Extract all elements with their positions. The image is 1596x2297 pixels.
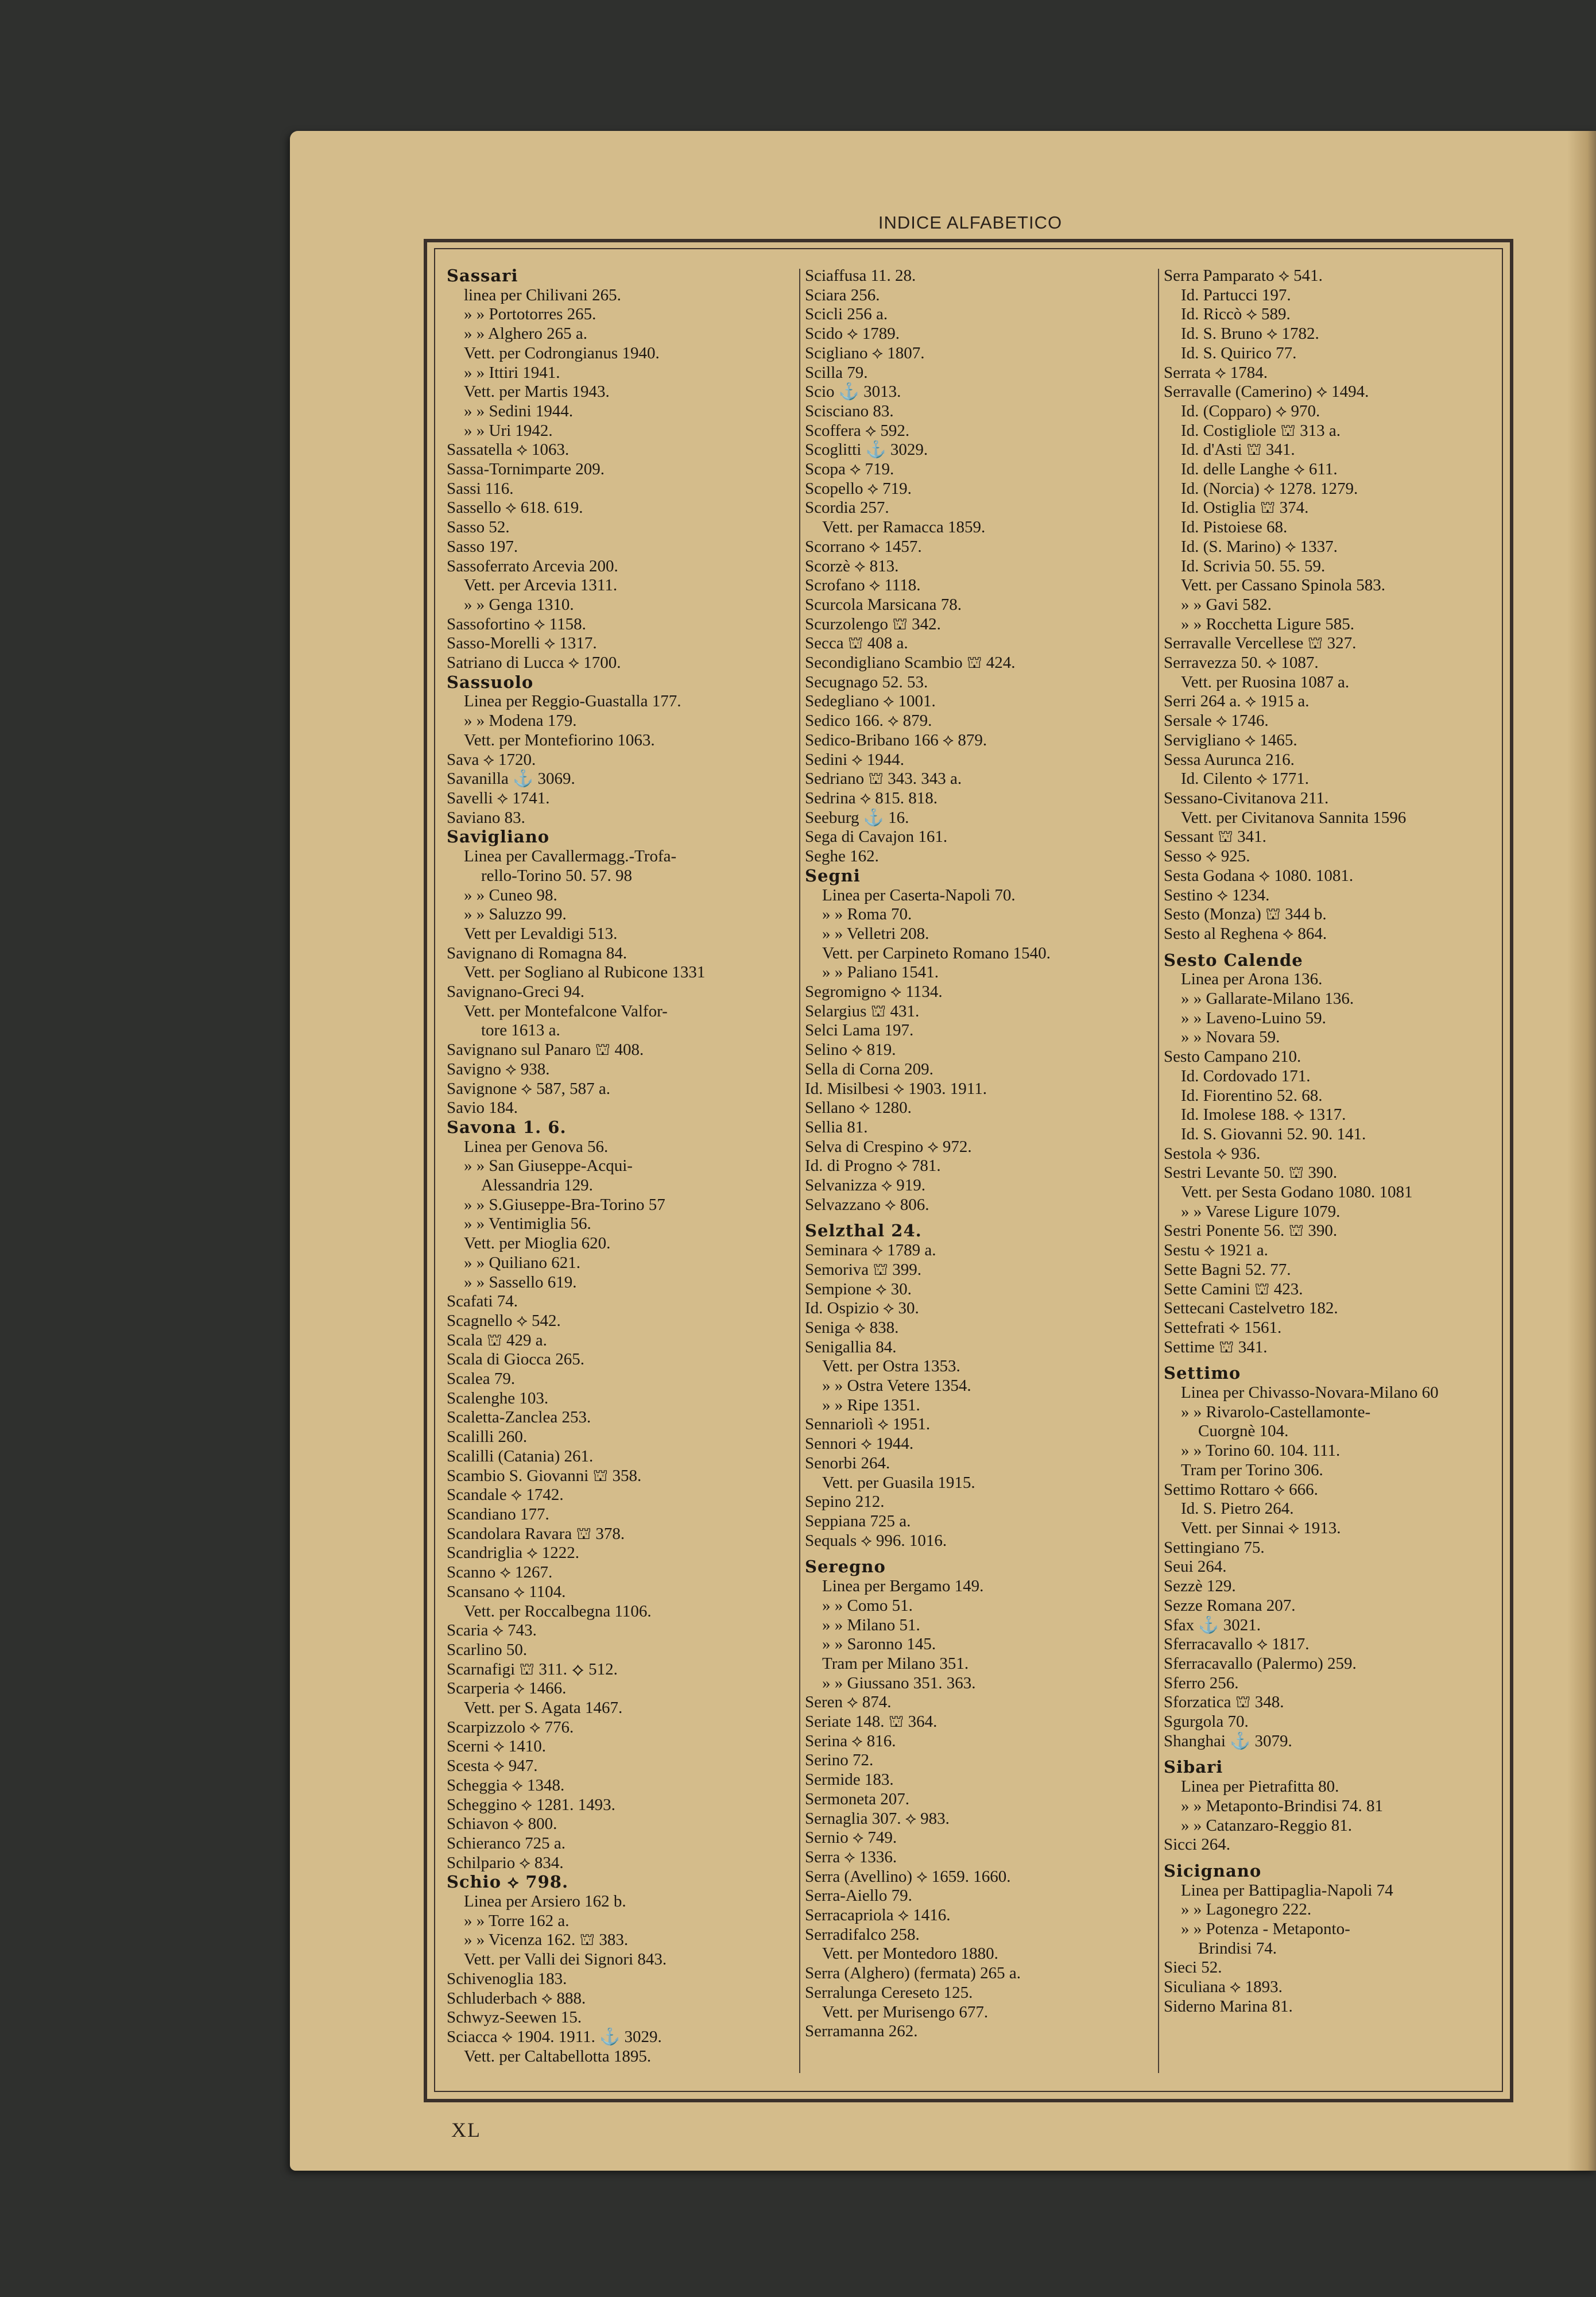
index-entry: Sempione ⟡ 30. <box>805 1279 912 1298</box>
index-entry: Scorrano ⟡ 1457. <box>805 537 922 556</box>
index-entry: Id. S. Giovanni 52. 90. 141. <box>1181 1124 1366 1143</box>
index-entry: linea per Chilivani 265. <box>464 285 621 304</box>
index-entry: Vett. per Arcevia 1311. <box>464 576 618 595</box>
index-entry: Scala ⛫ 429 a. <box>447 1331 547 1349</box>
index-entry: Sernaglia 307. ⟡ 983. <box>805 1809 950 1828</box>
index-entry: Sforzatica ⛫ 348. <box>1164 1693 1284 1712</box>
index-entry: Seren ⟡ 874. <box>805 1693 892 1712</box>
index-entry: Vett. per Valli dei Signori 843. <box>464 1950 667 1969</box>
index-entry: Secondigliano Scambio ⛫ 424. <box>805 653 1016 672</box>
index-entry: Serralunga Cereseto 125. <box>805 1983 973 2002</box>
index-entry: Id. S. Quirico 77. <box>1181 343 1297 362</box>
index-entry: Seminara ⟡ 1789 a. <box>805 1241 936 1260</box>
index-entry: Sasso 52. <box>447 518 510 537</box>
index-entry: Sestri Levante 50. ⛫ 390. <box>1164 1163 1338 1182</box>
index-entry: Savignano di Romagna 84. <box>447 943 627 962</box>
index-entry: Id. (Copparo) ⟡ 970. <box>1181 401 1320 420</box>
index-entry: Selci Lama 197. <box>805 1021 914 1040</box>
index-entry: Scafati 74. <box>447 1292 518 1311</box>
index-entry: Serravalle Vercellese ⛫ 327. <box>1164 634 1357 653</box>
index-entry: » » Vicenza 162. ⛫ 383. <box>464 1931 629 1950</box>
index-entry: » » Sedini 1944. <box>464 401 574 420</box>
index-entry: » » Saronno 145. <box>822 1635 936 1654</box>
index-entry: Brindisi 74. <box>1198 1939 1277 1958</box>
index-entry: Scarperia ⟡ 1466. <box>447 1679 567 1698</box>
index-entry: Scandolara Ravara ⛫ 378. <box>447 1524 625 1543</box>
index-entry: Sasso-Morelli ⟡ 1317. <box>447 634 597 653</box>
index-entry: Sciaffusa 11. 28. <box>805 266 916 285</box>
index-entry: Scalenghe 103. <box>447 1389 549 1407</box>
index-entry: Scurcola Marsicana 78. <box>805 595 962 614</box>
index-entry: Sessano-Civitanova 211. <box>1164 788 1329 807</box>
index-entry: Id. Imolese 188. ⟡ 1317. <box>1181 1105 1346 1124</box>
index-entry: Sedico-Bribano 166 ⟡ 879. <box>805 730 987 749</box>
index-entry: Scandriglia ⟡ 1222. <box>447 1544 579 1563</box>
index-entry: Vett. per Roccalbegna 1106. <box>464 1602 652 1621</box>
index-entry: » » Velletri 208. <box>822 924 929 943</box>
index-entry: Sessa Aurunca 216. <box>1164 750 1295 769</box>
index-entry: » » Paliano 1541. <box>822 963 939 982</box>
index-entry: » » Genga 1310. <box>464 595 574 614</box>
index-entry: Savignone ⟡ 587, 587 a. <box>447 1079 610 1098</box>
index-entry: » » Potenza - Metaponto- <box>1181 1920 1350 1939</box>
index-entry: Serra-Aiello 79. <box>805 1886 912 1905</box>
index-entry: Serramanna 262. <box>805 2022 918 2041</box>
index-entry: Vett. per Ramacca 1859. <box>822 518 986 537</box>
index-entry: Vett. per Mioglia 620. <box>464 1234 611 1253</box>
index-entry: Scorzè ⟡ 813. <box>805 556 899 575</box>
index-entry: Linea per Genova 56. <box>464 1137 609 1156</box>
index-entry: Scesta ⟡ 947. <box>447 1757 538 1776</box>
index-entry: Sicci 264. <box>1164 1835 1230 1854</box>
index-entry: Id. Ospizio ⟡ 30. <box>805 1299 919 1318</box>
index-entry: Sezzè 129. <box>1164 1577 1236 1596</box>
index-entry: Sferracavallo (Palermo) 259. <box>1164 1654 1357 1673</box>
index-entry: Sette Bagni 52. 77. <box>1164 1260 1291 1279</box>
index-entry: » » Ventimiglia 56. <box>464 1215 591 1233</box>
index-entry: » » Sassello 619. <box>464 1273 577 1291</box>
index-entry: Sciacca ⟡ 1904. 1911. ⚓ 3029. <box>447 2027 662 2046</box>
index-entry: Senorbi 264. <box>805 1453 890 1472</box>
index-entry: Scisciano 83. <box>805 401 894 420</box>
index-entry: Id. Pistoiese 68. <box>1181 518 1288 537</box>
page-edge <box>1567 131 1596 2171</box>
index-entry: Savio 184. <box>447 1099 518 1117</box>
index-entry: tore 1613 a. <box>481 1021 560 1040</box>
index-entry: Sassatella ⟡ 1063. <box>447 440 570 459</box>
index-entry: Vett. per Civitanova Sannita 1596 <box>1181 808 1407 827</box>
index-entry: Sennariolì ⟡ 1951. <box>805 1415 931 1434</box>
index-entry: Settime ⛫ 341. <box>1164 1337 1268 1356</box>
index-entry: » » Como 51. <box>822 1596 913 1615</box>
index-entry: Linea per Caserta-Napoli 70. <box>822 885 1016 904</box>
index-entry: Id. Costigliole ⛫ 313 a. <box>1181 421 1341 440</box>
index-entry: Selargius ⛫ 431. <box>805 1001 920 1020</box>
index-entry: Id. Ostiglia ⛫ 374. <box>1181 498 1309 517</box>
index-entry: Id. delle Langhe ⟡ 611. <box>1181 460 1338 479</box>
index-entry: Scordia 257. <box>805 498 889 517</box>
index-entry: Serri 264 a. ⟡ 1915 a. <box>1164 692 1310 711</box>
index-entry: » » Metaponto-Brindisi 74. 81 <box>1181 1796 1384 1815</box>
index-entry: Scoglitti ⚓ 3029. <box>805 440 928 459</box>
index-entry: » » Torino 60. 104. 111. <box>1181 1441 1341 1460</box>
index-entry: Selino ⟡ 819. <box>805 1041 896 1059</box>
index-entry: » » Quiliano 621. <box>464 1253 580 1272</box>
index-entry: Sezze Romana 207. <box>1164 1596 1296 1615</box>
index-entry: Senigallia 84. <box>805 1337 897 1356</box>
index-heading: Seregno <box>805 1557 886 1577</box>
index-entry: Scheggino ⟡ 1281. 1493. <box>447 1795 615 1814</box>
index-entry: Schluderbach ⟡ 888. <box>447 1989 586 2008</box>
index-entry: Selvazzano ⟡ 806. <box>805 1195 929 1214</box>
index-entry: Id. Cordovado 171. <box>1181 1066 1311 1085</box>
index-entry: Sassello ⟡ 618. 619. <box>447 498 583 517</box>
index-entry: Id. (Norcia) ⟡ 1278. 1279. <box>1181 479 1358 498</box>
index-entry: Id. Riccò ⟡ 589. <box>1181 305 1291 324</box>
index-entry: Sesto Campano 210. <box>1164 1047 1301 1066</box>
index-entry: Serra (Avellino) ⟡ 1659. 1660. <box>805 1867 1011 1886</box>
index-entry: Scoffera ⟡ 592. <box>805 421 910 440</box>
index-entry: Sesto (Monza) ⛫ 344 b. <box>1164 905 1327 924</box>
index-entry: Sfax ⚓ 3021. <box>1164 1615 1261 1634</box>
index-entry: Sequals ⟡ 996. 1016. <box>805 1531 947 1550</box>
index-entry: Serravalle (Camerino) ⟡ 1494. <box>1164 382 1369 401</box>
index-heading: Selzthal 24. <box>805 1221 922 1241</box>
index-entry: Seeburg ⚓ 16. <box>805 808 909 827</box>
index-heading: Sibari <box>1164 1758 1223 1777</box>
index-entry: Id. Cilento ⟡ 1771. <box>1181 769 1309 788</box>
page-number: XL <box>451 2118 481 2141</box>
index-entry: » » S.Giuseppe-Bra-Torino 57 <box>464 1195 665 1214</box>
index-entry: » » Saluzzo 99. <box>464 905 567 924</box>
index-entry: Vett. per Sinnai ⟡ 1913. <box>1181 1519 1341 1537</box>
index-entry: Scido ⟡ 1789. <box>805 324 900 343</box>
index-entry: Vett. per Montefalcone Valfor- <box>464 1001 668 1020</box>
index-entry: Scandiano 177. <box>447 1505 549 1523</box>
index-entry: Sette Camini ⛫ 423. <box>1164 1279 1303 1298</box>
index-entry: Sedini ⟡ 1944. <box>805 750 905 769</box>
index-entry: Sedegliano ⟡ 1001. <box>805 692 936 711</box>
index-entry: Id. d'Asti ⛫ 341. <box>1181 440 1295 459</box>
index-entry: Serrata ⟡ 1784. <box>1164 363 1268 382</box>
index-heading: Sassuolo <box>447 672 534 692</box>
index-heading: Segni <box>805 866 861 885</box>
index-heading: Sassari <box>447 266 518 285</box>
index-entry: » » Laveno-Luino 59. <box>1181 1008 1326 1027</box>
index-entry: Vett. per Sesta Godano 1080. 1081 <box>1181 1183 1413 1202</box>
index-entry: Sgurgola 70. <box>1164 1712 1249 1731</box>
index-entry: Linea per Cavallermagg.-Trofa- <box>464 847 677 866</box>
index-entry: Linea per Bergamo 149. <box>822 1577 984 1596</box>
index-entry: Secugnago 52. 53. <box>805 672 928 691</box>
index-entry: Vett. per Martis 1943. <box>464 382 610 401</box>
index-entry: » » Rivarolo-Castellamonte- <box>1181 1402 1371 1421</box>
index-entry: Scaria ⟡ 743. <box>447 1621 537 1640</box>
index-entry: Scilla 79. <box>805 363 868 382</box>
index-entry: Scarpizzolo ⟡ 776. <box>447 1718 574 1737</box>
index-entry: Selvanizza ⟡ 919. <box>805 1176 926 1195</box>
index-column-2 <box>805 266 1149 2041</box>
index-entry: Scanno ⟡ 1267. <box>447 1563 553 1582</box>
index-entry: Scurzolengo ⛫ 342. <box>805 614 941 633</box>
index-heading: Sesto Calende <box>1164 950 1303 970</box>
index-entry: Vett. per Caltabellotta 1895. <box>464 2047 652 2066</box>
index-entry: Sessant ⛫ 341. <box>1164 827 1266 846</box>
index-entry: Savanilla ⚓ 3069. <box>447 769 575 788</box>
index-entry: » » Giussano 351. 363. <box>822 1673 976 1692</box>
index-entry: Scarnafigi ⛫ 311. ⟡ 512. <box>447 1660 618 1679</box>
index-entry: Vett per Levaldigi 513. <box>464 924 618 943</box>
index-entry: Settingiano 75. <box>1164 1538 1265 1557</box>
index-column-3 <box>1164 266 1508 2017</box>
index-entry: Sesta Godana ⟡ 1080. 1081. <box>1164 866 1354 885</box>
index-entry: Id. S. Bruno ⟡ 1782. <box>1181 324 1319 343</box>
index-entry: Seniga ⟡ 838. <box>805 1318 899 1337</box>
index-entry: Sermide 183. <box>805 1770 894 1789</box>
index-entry: Id. Fiorentino 52. 68. <box>1181 1086 1323 1105</box>
index-entry: Sestino ⟡ 1234. <box>1164 885 1270 904</box>
index-entry: Sedriano ⛫ 343. 343 a. <box>805 769 962 788</box>
index-entry: Sersale ⟡ 1746. <box>1164 711 1269 730</box>
index-entry: » » Gavi 582. <box>1181 595 1272 614</box>
index-entry: Scalilli (Catania) 261. <box>447 1447 594 1465</box>
index-entry: Vett. per Guasila 1915. <box>822 1473 975 1492</box>
index-entry: Sestola ⟡ 936. <box>1164 1144 1261 1163</box>
index-entry: Settimo Rottaro ⟡ 666. <box>1164 1480 1318 1499</box>
column-divider <box>799 269 800 2073</box>
index-entry: Sellia 81. <box>805 1117 868 1136</box>
index-entry: Scicli 256 a. <box>805 305 888 324</box>
index-entry: Id. Misilbesi ⟡ 1903. 1911. <box>805 1079 987 1098</box>
index-entry: Schwyz-Seewen 15. <box>447 2008 582 2027</box>
index-entry: Scigliano ⟡ 1807. <box>805 343 925 362</box>
index-entry: Linea per Pietrafitta 80. <box>1181 1777 1339 1796</box>
index-entry: Scagnello ⟡ 542. <box>447 1311 561 1330</box>
index-entry: » » Lagonegro 222. <box>1181 1900 1312 1919</box>
index-entry: Savignano-Greci 94. <box>447 983 584 1001</box>
index-entry: » » Ripe 1351. <box>822 1395 920 1414</box>
index-entry: rello-Torino 50. 57. 98 <box>481 866 632 885</box>
index-entry: Vett. per Ostra 1353. <box>822 1357 960 1376</box>
index-entry: Vett. per Ruosina 1087 a. <box>1181 672 1350 691</box>
index-entry: Sedico 166. ⟡ 879. <box>805 711 932 730</box>
index-column-1 <box>447 266 791 2066</box>
index-entry: Serra ⟡ 1336. <box>805 1847 897 1866</box>
index-entry: Linea per Arsiero 162 b. <box>464 1892 626 1911</box>
index-entry: Scio ⚓ 3013. <box>805 382 901 401</box>
index-entry: Vett. per Codrongianus 1940. <box>464 343 660 362</box>
index-entry: Vett. per Montedoro 1880. <box>822 1944 998 1963</box>
index-heading: Savona 1. 6. <box>447 1117 567 1137</box>
index-entry: Servigliano ⟡ 1465. <box>1164 730 1297 749</box>
index-entry: Serra Pamparato ⟡ 541. <box>1164 266 1323 285</box>
index-entry: Linea per Battipaglia-Napoli 74 <box>1181 1881 1393 1900</box>
index-entry: Id. Partucci 197. <box>1181 285 1291 304</box>
index-entry: Id. di Progno ⟡ 781. <box>805 1157 941 1175</box>
index-entry: Savelli ⟡ 1741. <box>447 788 550 807</box>
index-heading: Savigliano <box>447 827 550 847</box>
index-entry: » » Gallarate-Milano 136. <box>1181 989 1354 1008</box>
index-entry: Sferracavallo ⟡ 1817. <box>1164 1635 1310 1654</box>
index-entry: » » Novara 59. <box>1181 1028 1280 1047</box>
index-entry: Shanghai ⚓ 3079. <box>1164 1731 1292 1750</box>
index-entry: Scaletta-Zanclea 253. <box>447 1408 591 1427</box>
index-entry: Satriano di Lucca ⟡ 1700. <box>447 653 621 672</box>
index-entry: » » San Giuseppe-Acqui- <box>464 1157 633 1175</box>
index-entry: Sestri Ponente 56. ⛫ 390. <box>1164 1221 1338 1240</box>
index-entry: Scarlino 50. <box>447 1640 528 1659</box>
index-entry: » » Modena 179. <box>464 711 577 730</box>
index-entry: Sassofortino ⟡ 1158. <box>447 614 586 633</box>
index-entry: Schieranco 725 a. <box>447 1834 565 1853</box>
index-entry: Sernio ⟡ 749. <box>805 1828 897 1847</box>
index-entry: » » Alghero 265 a. <box>464 324 588 343</box>
index-entry: Linea per Arona 136. <box>1181 970 1323 989</box>
index-entry: » » Rocchetta Ligure 585. <box>1181 614 1354 633</box>
index-entry: Scopa ⟡ 719. <box>805 460 894 479</box>
index-entry: » » Portotorres 265. <box>464 305 596 324</box>
index-entry: Tram per Torino 306. <box>1181 1460 1323 1479</box>
index-entry: Sellano ⟡ 1280. <box>805 1099 912 1117</box>
index-entry: Sassi 116. <box>447 479 514 498</box>
index-entry: Siculiana ⟡ 1893. <box>1164 1978 1283 1997</box>
index-heading: Schio ⟡ 798. <box>447 1873 569 1892</box>
index-entry: Serra (Alghero) (fermata) 265 a. <box>805 1964 1021 1983</box>
index-entry: Seppiana 725 a. <box>805 1512 911 1530</box>
index-entry: Sciara 256. <box>805 285 880 304</box>
index-entry: Segromigno ⟡ 1134. <box>805 983 943 1001</box>
index-entry: Scopello ⟡ 719. <box>805 479 912 498</box>
index-entry: » » Roma 70. <box>822 905 912 924</box>
index-entry: Seriate 148. ⛫ 364. <box>805 1712 938 1731</box>
index-entry: Scheggia ⟡ 1348. <box>447 1776 565 1795</box>
index-entry: Serino 72. <box>805 1751 874 1770</box>
index-entry: Sasso 197. <box>447 537 518 556</box>
index-entry: Sestu ⟡ 1921 a. <box>1164 1241 1268 1260</box>
index-entry: Vett. per Montefiorino 1063. <box>464 730 655 749</box>
index-entry: Seghe 162. <box>805 847 879 866</box>
index-entry: Sesso ⟡ 925. <box>1164 847 1250 866</box>
index-entry: Scansano ⟡ 1104. <box>447 1582 566 1601</box>
index-entry: Vett. per Cassano Spinola 583. <box>1181 576 1386 595</box>
index-entry: Serradifalco 258. <box>805 1925 920 1944</box>
index-entry: Cuorgnè 104. <box>1198 1422 1289 1441</box>
index-entry: » » Milano 51. <box>822 1615 920 1634</box>
index-entry: Scambio S. Giovanni ⛫ 358. <box>447 1466 642 1485</box>
index-entry: Schiavon ⟡ 800. <box>447 1815 557 1834</box>
index-entry: Selva di Crespino ⟡ 972. <box>805 1137 972 1156</box>
index-entry: Sennori ⟡ 1944. <box>805 1434 914 1453</box>
index-entry: » » Torre 162 a. <box>464 1911 570 1930</box>
index-entry: Scalilli 260. <box>447 1428 528 1447</box>
index-entry: Savignano sul Panaro ⛫ 408. <box>447 1041 644 1059</box>
index-entry: Savigno ⟡ 938. <box>447 1059 550 1078</box>
index-entry: Schilpario ⟡ 834. <box>447 1853 564 1872</box>
index-entry: Schivenoglia 183. <box>447 1969 567 1988</box>
index-entry: Sieci 52. <box>1164 1958 1222 1977</box>
index-entry: Scrofano ⟡ 1118. <box>805 576 921 595</box>
index-entry: Scalea 79. <box>447 1370 516 1389</box>
index-entry: » » Uri 1942. <box>464 421 553 440</box>
index-entry: Secca ⛫ 408 a. <box>805 634 908 653</box>
index-entry: Sferro 256. <box>1164 1673 1239 1692</box>
index-entry: Vett. per Carpineto Romano 1540. <box>822 943 1051 962</box>
index-entry: Serina ⟡ 816. <box>805 1731 896 1750</box>
index-entry: Seui 264. <box>1164 1557 1227 1576</box>
index-entry: Siderno Marina 81. <box>1164 1997 1293 2016</box>
column-divider <box>1158 269 1159 2073</box>
index-entry: Sella di Corna 209. <box>805 1059 933 1078</box>
index-entry: Tram per Milano 351. <box>822 1654 969 1673</box>
index-entry: Settecani Castelvetro 182. <box>1164 1299 1338 1318</box>
index-heading: Sicignano <box>1164 1861 1262 1881</box>
index-entry: » » Varese Ligure 1079. <box>1181 1202 1341 1221</box>
index-entry: Scala di Giocca 265. <box>447 1350 584 1369</box>
index-entry: Scandale ⟡ 1742. <box>447 1486 564 1505</box>
index-entry: Vett. per Murisengo 677. <box>822 2002 989 2021</box>
index-entry: Sermoneta 207. <box>805 1789 910 1808</box>
index-entry: Sedrina ⟡ 815. 818. <box>805 788 938 807</box>
index-entry: Scerni ⟡ 1410. <box>447 1737 547 1756</box>
index-entry: Linea per Reggio-Guastalla 177. <box>464 692 681 711</box>
page-header: INDICE ALFABETICO <box>878 212 1063 233</box>
index-entry: Settefrati ⟡ 1561. <box>1164 1318 1282 1337</box>
index-entry: Sega di Cavajon 161. <box>805 827 948 846</box>
index-entry: Sava ⟡ 1720. <box>447 750 536 769</box>
index-entry: Serravezza 50. ⟡ 1087. <box>1164 653 1319 672</box>
index-entry: Serracapriola ⟡ 1416. <box>805 1906 951 1925</box>
index-entry: Saviano 83. <box>447 808 525 827</box>
index-entry: Sassoferrato Arcevia 200. <box>447 556 618 575</box>
index-entry: Id. S. Pietro 264. <box>1181 1499 1294 1518</box>
index-entry: » » Ittiri 1941. <box>464 363 560 382</box>
index-entry: Id. (S. Marino) ⟡ 1337. <box>1181 537 1338 556</box>
index-entry: Semoriva ⛫ 399. <box>805 1260 922 1279</box>
index-entry: Alessandria 129. <box>481 1176 593 1195</box>
index-entry: » » Ostra Vetere 1354. <box>822 1376 971 1395</box>
index-entry: Linea per Chivasso-Novara-Milano 60 <box>1181 1383 1439 1402</box>
index-entry: Vett. per Sogliano al Rubicone 1331 <box>464 963 706 982</box>
index-entry: » » Catanzaro-Reggio 81. <box>1181 1816 1352 1835</box>
index-entry: Sassa-Tornimparte 209. <box>447 460 605 479</box>
index-entry: » » Cuneo 98. <box>464 885 557 904</box>
index-entry: Id. Scrivia 50. 55. 59. <box>1181 556 1326 575</box>
index-entry: Vett. per S. Agata 1467. <box>464 1699 623 1718</box>
index-entry: Sepino 212. <box>805 1492 885 1511</box>
index-heading: Settimo <box>1164 1364 1241 1383</box>
index-entry: Sesto al Reghena ⟡ 864. <box>1164 924 1327 943</box>
